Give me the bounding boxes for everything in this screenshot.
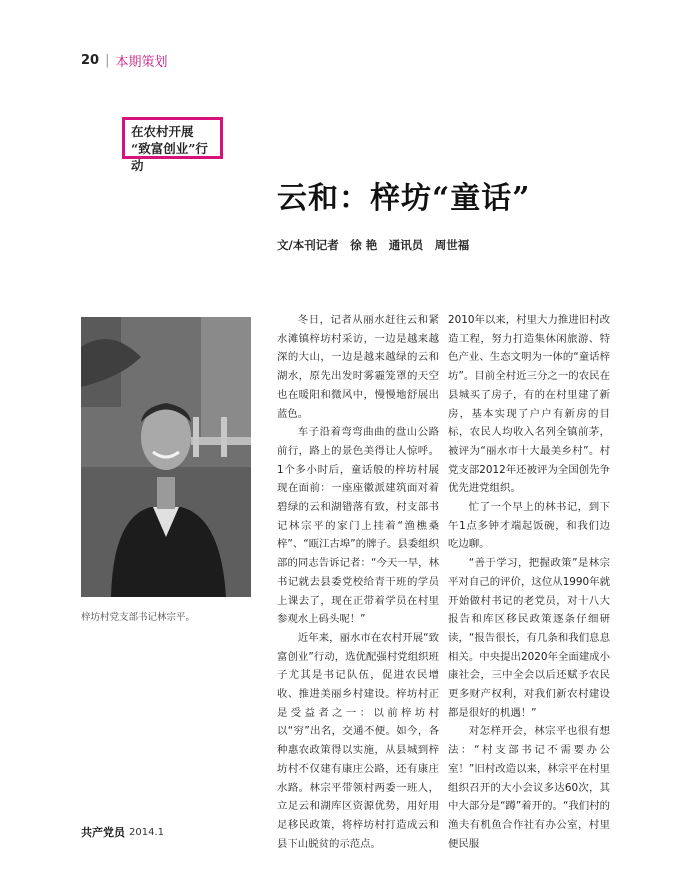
text-column-1 [277,311,439,853]
text-column-2 [448,311,610,853]
topic-tag-line2: “致富创业”行动 [131,141,208,173]
portrait-photo [81,317,251,597]
magazine-logo: 共产党员 [81,826,125,839]
page-footer [81,824,164,840]
section-name: 本期策划 [115,55,168,70]
running-header [81,51,168,70]
topic-tag-box [122,117,223,173]
photo-caption: 梓坊村党支部书记林宗平。 [81,612,196,623]
paragraph: 冬日，记者从丽水赶往云和紧水滩镇梓坊村采访，一边是越来越深的大山，一边是越来越绿的云和湖水，原先出发时雾霾笼罩的天空也在暖阳和微风中，慢慢地舒展出蓝色。 [277,314,439,420]
paragraph: 车子沿着弯弯曲曲的盘山公路前行，路上的景色美得让人惊呼。1个多小时后，童话般的梓坊村展现在面前：一座座徽派建筑面对着碧绿的云和湖错落有致，村支部书记林宗平的家门上挂着“渔樵桑梓”、“瓯江古埠”的牌子。县委组织部的同志告诉记者：“今天一早，林书记就去县委党校给青干班的学员上课去了，现在正带着学员在村里参观水上码头呢！” [277,426,439,626]
header-separator: | [105,53,110,68]
article-title: 云和：梓坊“童话” [277,181,531,216]
topic-tag-line1: 在农村开展 [131,124,194,139]
article-byline: 文/本刊记者 徐 艳 通讯员 周世福 [277,238,470,252]
paragraph: 近年来，丽水市在农村开展“致富创业”行动，选优配强村党组织班子尤其是书记队伍，促进农民增收、推进美丽乡村建设。梓坊村正是受益者之一：以前梓坊村以“穷”出名，交通不便。如今，各种惠农政策得以实施，从县城到梓坊村不仅建有康庄公路，还有康庄水路。林宗平带领村两委一班人，立足云和湖库区资源优势，用好用足移民政策，将梓坊村打造成云和县下山脱贫的示范点。 [277,631,439,850]
page-number: 20 [81,53,100,68]
issue-number: 2014.1 [129,826,164,838]
paragraph: “善于学习，把握政策”是林宗平对自己的评价，这位从1990年就开始做村书记的老党员，对十八大报告和库区移民政策逐条仔细研读，“报告很长，有几条和我们息息相关。中央提出2020年全面建成小康社会，三中全会以后还赋予农民更多财产权利，对我们新农村建设都是很好的机遇！” [448,557,610,719]
portrait-illustration [81,317,251,597]
paragraph: 忙了一个早上的林书记，到下午1点多钟才端起饭碗，和我们边吃边聊。 [448,501,610,551]
paragraph-continued: 2010年以来，村里大力推进旧村改造工程，努力打造集休闲旅游、特色产业、生态文明为一体的“童话梓坊”。目前全村近三分之一的农民在县城买了房子，有的在村里建了新房，基本实现了户户有新房的目标，农民人均收入名列全镇前茅，被评为“丽水市十大最美乡村”。村党支部2012年还被评为全国创先争优先进党组织。 [448,314,610,495]
paragraph: 对怎样开会，林宗平也很有想法：“村支部书记不需要办公室！”旧村改造以来，林宗平在村里组织召开的大小会议多达60次，其中大部分是“蹲”着开的。“我们村的渔夫有机鱼合作社有办公室，村里便民服 [448,725,610,850]
